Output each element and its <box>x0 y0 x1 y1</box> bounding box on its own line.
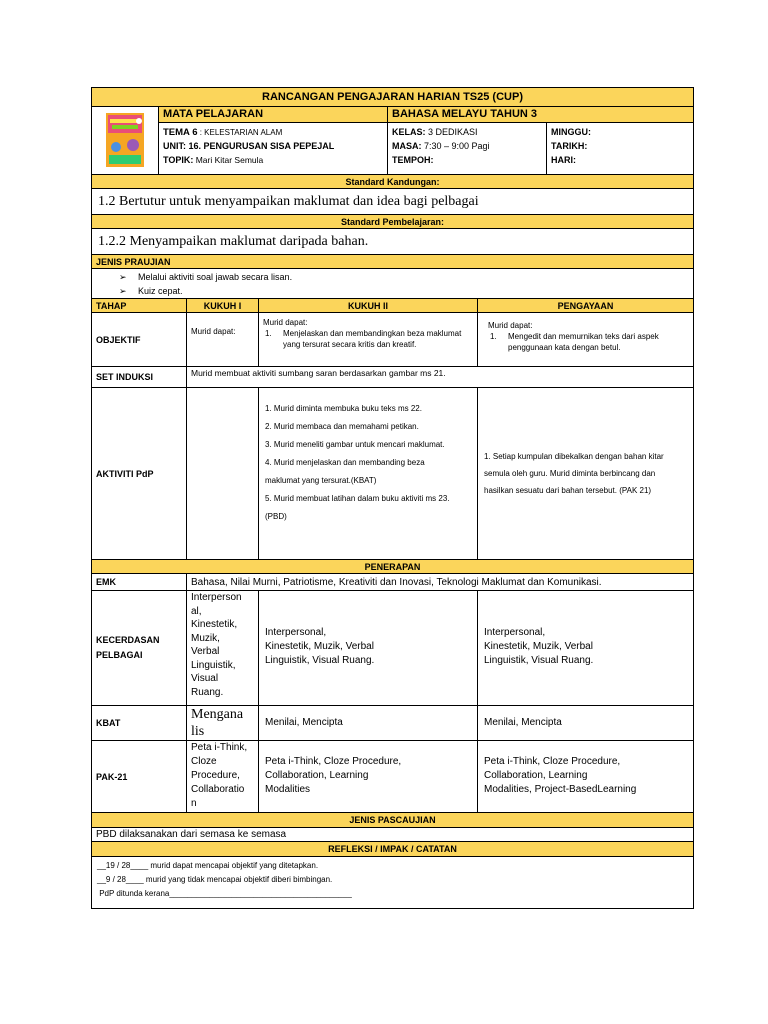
kelas-value: 3 DEDIKASI <box>425 127 478 137</box>
pascaujian-label: JENIS PASCAUJIAN <box>92 812 693 827</box>
header-block <box>92 106 693 174</box>
text-line: Interpersonal, <box>484 627 546 638</box>
tarikh-label: TARIKH: <box>551 141 588 151</box>
subject-column <box>158 107 387 174</box>
standard-pembelajaran-value: 1.2.2 Menyampaikan maklumat daripada bahan. <box>92 228 693 254</box>
praujian-item-text: Melalui aktiviti soal jawab secara lisan. <box>138 272 293 282</box>
objektif-kukuh1: Murid dapat: <box>186 313 258 366</box>
arrow-bullet-icon: ➢ <box>119 286 127 296</box>
kecerdasan-label-line: PELBAGAI <box>96 650 143 660</box>
kecerdasan-row <box>92 590 693 705</box>
pak21-label: PAK-21 <box>96 771 128 782</box>
emk-value: Bahasa, Nilai Murni, Patriotisme, Kreativiti dan Inovasi, Teknologi Maklumat dan Komunikasi. <box>186 574 693 590</box>
kecerdasan-label <box>92 591 186 705</box>
text-line: Collaboratio <box>191 784 245 795</box>
list-number: 1. <box>490 332 497 341</box>
list-item <box>263 328 471 350</box>
list-item-text: Mengedit dan memurnikan teks dari aspek penggunaan kata dengan betul. <box>508 332 659 352</box>
standard-kandungan-label: Standard Kandungan: <box>92 174 693 188</box>
text-line: Mengana <box>191 707 244 722</box>
praujian-label: JENIS PRAUJIAN <box>92 254 693 268</box>
lesson-plan-document <box>91 87 694 909</box>
kelas-cell <box>388 123 546 174</box>
masa-line <box>392 140 490 152</box>
set-induksi-label: SET INDUKSI <box>96 372 154 382</box>
refleksi-label: REFLEKSI / IMPAK / CATATAN <box>92 841 693 856</box>
text-line: Muzik, <box>191 632 220 644</box>
text-line: n <box>191 798 197 809</box>
tema-value: : KELESTARIAN ALAM <box>197 128 283 137</box>
unit-line: UNIT: 16. PENGURUSAN SISA PEPEJAL <box>163 141 335 151</box>
kbat-row <box>92 705 693 740</box>
pak21-kukuh2 <box>258 741 477 812</box>
tempoh-label: TEMPOH: <box>392 155 434 165</box>
standard-kandungan-value: 1.2 Bertutur untuk menyampaikan maklumat dan idea bagi pelbagai <box>92 188 693 214</box>
aktiviti-step: 3. Murid meneliti gambar untuk mencari maklumat. <box>265 440 445 449</box>
list-number: 1. <box>265 329 272 338</box>
column-header-row <box>92 298 693 312</box>
refleksi-body <box>92 856 693 908</box>
pak21-pengayaan <box>477 741 693 812</box>
refleksi-line: PdP ditunda kerana_________________________________________ <box>97 889 352 898</box>
col-tahap: TAHAP <box>96 300 127 311</box>
objektif-row <box>92 312 693 366</box>
hari-label: HARI: <box>551 155 576 165</box>
praujian-item <box>92 271 292 283</box>
text-line: Peta i-Think, <box>191 742 248 753</box>
text-line: Linguistik, <box>191 659 236 671</box>
objektif-label: OBJEKTIF <box>96 334 141 345</box>
tema-label: TEMA 6 <box>163 127 198 138</box>
text-line: Interperson <box>191 592 242 603</box>
aktiviti-label: AKTIVITI PdP <box>96 468 154 479</box>
topik-value: Mari Kitar Semula <box>193 155 264 165</box>
text-line: Peta i-Think, Cloze Procedure, <box>265 756 402 767</box>
kelas-label: KELAS: <box>392 127 426 137</box>
col-pengayaan: PENGAYAAN <box>477 299 693 312</box>
pascaujian-value: PBD dilaksanakan dari semasa ke semasa <box>92 827 693 841</box>
refleksi-line: __19 / 28____ murid dapat mencapai objektif yang ditetapkan. <box>97 861 319 870</box>
text-line: Linguistik, Visual Ruang. <box>484 655 594 666</box>
text-line: al, <box>191 605 202 617</box>
aktiviti-step: 4. Murid menjelaskan dan membanding beza maklumat yang tersurat.(KBAT) <box>265 458 425 485</box>
text-line: Kinestetik, <box>191 619 238 630</box>
praujian-list <box>92 268 693 298</box>
pak21-row <box>92 740 693 812</box>
text-line: Peta i-Think, Cloze Procedure, <box>484 756 621 767</box>
text-line: Modalities <box>265 784 311 795</box>
aktiviti-step: 5. Murid membuat latihan dalam buku aktiviti ms 23.(PBD) <box>265 494 450 521</box>
masa-label: MASA: <box>392 141 422 151</box>
objektif-pengayaan-intro: Murid dapat: <box>488 321 533 330</box>
kbat-kukuh2: Menilai, Mencipta <box>258 706 477 740</box>
minggu-cell <box>546 123 694 174</box>
subject-label: MATA PELAJARAN <box>159 107 387 123</box>
objektif-pengayaan <box>477 313 693 366</box>
aktiviti-pengayaan: 1. Setiap kumpulan dibekalkan dengan bahan kitar semula oleh guru. Murid diminta berbincang dan hasilkan sesuatu dari bahan tersebut. (PAK 21) <box>477 388 693 559</box>
arrow-bullet-icon: ➢ <box>119 272 127 282</box>
objektif-kukuh2-list <box>263 328 471 350</box>
topik-label: TOPIK: <box>163 155 194 165</box>
text-line: Cloze <box>191 756 217 767</box>
col-kukuh2: KUKUH II <box>258 299 477 312</box>
objektif-kukuh2-intro: Murid dapat: <box>263 318 308 327</box>
text-line: Visual <box>191 673 219 684</box>
book-cover-image <box>106 113 144 167</box>
subject-value: BAHASA MELAYU TAHUN 3 <box>388 107 693 123</box>
text-line: Modalities, Project-BasedLearning <box>484 784 637 795</box>
aktiviti-step: 2. Murid membaca dan memahami petikan. <box>265 422 419 431</box>
minggu-label: MINGGU: <box>551 127 591 137</box>
list-item <box>488 331 687 353</box>
emk-label: EMK <box>96 577 116 587</box>
list-item-text: Menjelaskan dan membandingkan beza maklumat yang tersurat secara kritis dan kreatif. <box>283 329 462 349</box>
kbat-label: KBAT <box>96 718 121 728</box>
kecerdasan-kukuh2 <box>258 591 477 705</box>
objektif-pengayaan-list <box>488 331 687 353</box>
aktiviti-kukuh1 <box>186 388 258 559</box>
kecerdasan-kukuh1 <box>186 591 258 705</box>
col-kukuh1: KUKUH I <box>186 299 258 312</box>
text-line: Collaboration, Learning <box>265 770 369 781</box>
masa-value: 7:30 – 9:00 Pagi <box>421 141 490 151</box>
objektif-kukuh2 <box>258 313 477 366</box>
text-line: Kinestetik, Muzik, Verbal <box>484 641 593 652</box>
praujian-item-text: Kuiz cepat. <box>138 286 183 296</box>
penerapan-label: PENERAPAN <box>92 559 693 573</box>
topik-line <box>163 154 263 166</box>
kbat-kukuh1 <box>186 706 258 740</box>
text-line: Kinestetik, Muzik, Verbal <box>265 641 374 652</box>
tema-line <box>163 126 282 139</box>
text-line: Ruang. <box>191 686 224 698</box>
pak21-kukuh1 <box>186 741 258 812</box>
set-induksi-row <box>92 366 693 387</box>
text-line: lis <box>191 724 205 739</box>
document-title: RANCANGAN PENGAJARAN HARIAN TS25 (CUP) <box>92 88 693 106</box>
kecerdasan-label-line: KECERDASAN <box>96 635 160 645</box>
text-line: Verbal <box>191 646 220 657</box>
kbat-pengayaan: Menilai, Mencipta <box>477 706 693 740</box>
class-column <box>387 107 693 174</box>
standard-pembelajaran-label: Standard Pembelajaran: <box>92 214 693 228</box>
aktiviti-step: 1. Murid diminta membuka buku teks ms 22. <box>265 404 422 413</box>
book-cover-cell <box>92 107 158 174</box>
kecerdasan-pengayaan <box>477 591 693 705</box>
refleksi-line: __9 / 28____ murid yang tidak mencapai objektif diberi bimbingan. <box>97 875 333 884</box>
text-line: Linguistik, Visual Ruang. <box>265 655 375 666</box>
set-induksi-value: Murid membuat aktiviti sumbang saran berdasarkan gambar ms 21. <box>186 367 693 387</box>
emk-row <box>92 573 693 590</box>
praujian-item <box>92 285 183 297</box>
text-line: Procedure, <box>191 770 240 781</box>
kelas-line <box>392 126 478 138</box>
text-line: Interpersonal, <box>265 627 327 638</box>
text-line: Collaboration, Learning <box>484 770 588 781</box>
aktiviti-row <box>92 387 693 559</box>
aktiviti-kukuh2 <box>258 388 477 559</box>
